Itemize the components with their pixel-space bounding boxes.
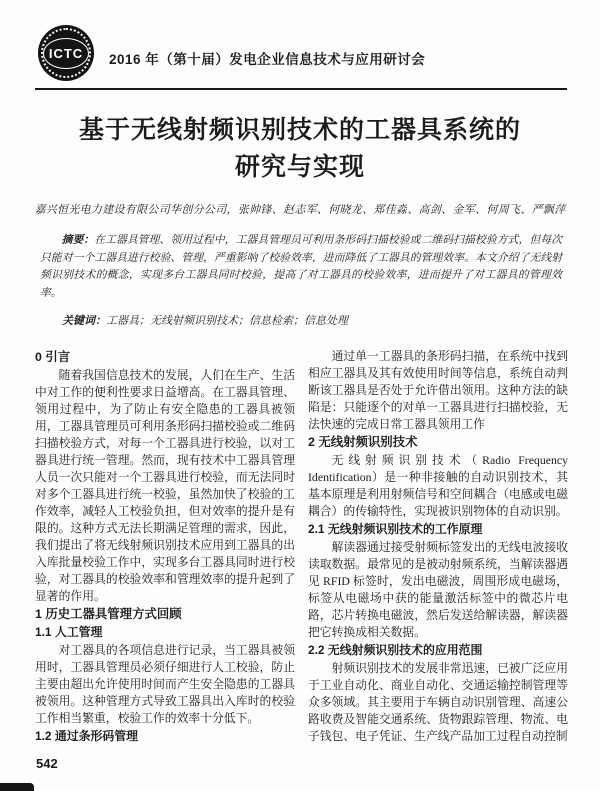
section-heading: 1.2 通过条形码管理 — [35, 729, 139, 744]
seal-logo-text: ICTC — [43, 38, 89, 69]
paper-title — [28, 112, 572, 186]
body-paragraph: 通过单一工器具的条形码扫描，在系统中找到相应工器具及其有效使用时间等信息，系统自动判断该工器具是否处于允许借出领用。这种方法的缺陷是：只能逐个的对单一工器具进行扫描校验，无法快速的完成日常工器具领用工作 — [308, 349, 568, 432]
authors-line: 嘉兴恒光电力建设有限公司华创分公司，张帅锋、赵志军、何晓龙、郑佳淼、高剑、金军、何周飞、严飘萍 — [34, 204, 566, 216]
conference-title: 2016 年（第十届）发电企业信息技术与应用研讨会 — [109, 52, 426, 67]
keywords-label: 关键词： — [62, 315, 106, 328]
section-heading: 1 历史工器具管理方式回顾 — [35, 607, 182, 622]
paper-title-line1: 基于无线射频识别技术的工器具系统的 — [78, 116, 521, 144]
section-heading: 2 无线射频识别技术 — [308, 435, 418, 450]
conference-seal-icon — [38, 25, 94, 81]
body-paragraph: 射频识别技术的发展非常迅速，已被广泛应用于工业自动化、商业自动化、交通运输控制管理等众多领域。其主要用于车辆自动识别管理、高速公路收费及智能交通系统、货物跟踪管理、物流、电子钱包、电子凭证、生产线产品加工过程自动控制 — [308, 661, 568, 744]
section-heading: 2.2 无线射频识别技术的应用范围 — [308, 643, 483, 658]
paper-title-line2: 研究与实现 — [234, 153, 365, 181]
conference-header — [0, 0, 600, 81]
keywords — [40, 312, 562, 328]
body-paragraph: 解读器通过接受射频标签发出的无线电波接收读取数据。最常见的是被动射频系统，当解读器遇见 RFID 标签时，发出电磁波，周围形成电磁场，标签从电磁场中获的能量激活标签中的微芯片电路，芯片转换电磁波，然后发送给解读器，解读器把它转换成相关数据。 — [308, 540, 568, 640]
page-number: 542 — [36, 756, 58, 771]
body-paragraph: 对工器具的各项信息进行记录，当工器具被领用时，工器具管理员必须仔细进行人工校验，防止主要由超出允许使用时间而产生安全隐患的工器具被领用。这种管理方式导致工器具出入库时的校验工作相当繁重，校验工作的效率十分低下。 — [35, 643, 295, 726]
abstract-text: 在工器具管理、领用过程中，工器具管理员可利用条形码扫描校验或二维码扫描校验方式，但每次只能对一个工器具进行校验、管理，严重影响了校验效率，进而降低了工器具的管理效率。本文介绍了无线射频识别技术的概念，实现多台工器具同时校验，提高了对工器具的校验效率，进而提升了对工器具的管理效率。 — [40, 234, 562, 299]
body-columns — [35, 348, 568, 746]
right-column — [308, 348, 568, 746]
keywords-text: 工器具；无线射频识别技术；信息检索；信息处理 — [106, 315, 348, 328]
section-heading: 2.1 无线射频识别技术的工作原理 — [308, 522, 483, 537]
abstract-label: 摘要： — [61, 234, 95, 246]
abstract — [40, 232, 562, 302]
section-heading: 1.1 人工管理 — [35, 625, 103, 640]
header-divider — [35, 88, 567, 90]
section-heading: 0 引言 — [35, 350, 71, 365]
body-paragraph: 随着我国信息技术的发展，人们在生产、生活中对工作的便利性要求日益增高。在工器具管理、领用过程中，为了防止有安全隐患的工器具被领用，工器具管理员可利用条形码扫描校验或二维码扫描校验方式，对每一个工器具进行校验，以对工器具进行统一管理。然而，现有技术中工器具管理人员一次只能对一个工器具进行校验，而无法同时对多个工器具进行统一校验，虽然加快了校验的工作效率，减轻人工校验负担，但对效率的提升是有限的。这种方式无法长期满足管理的需求，因此，我们提出了将无线射频识别技术应用到工器具的出入库批量校验工作中，实现多台工器具同时进行校验，对工器具的校验效率和管理效率的提升起到了显著的作用。 — [35, 368, 295, 604]
left-column — [35, 348, 295, 746]
body-paragraph: 无线射频识别技术（Radio Frequency Identification）是一种非接触的自动识别技术，其基本原理是利用射频信号和空间耦合（电感或电磁耦合）的传输特性，实现被识别物体的自动识别。 — [308, 453, 568, 519]
scan-artifact — [0, 783, 34, 791]
